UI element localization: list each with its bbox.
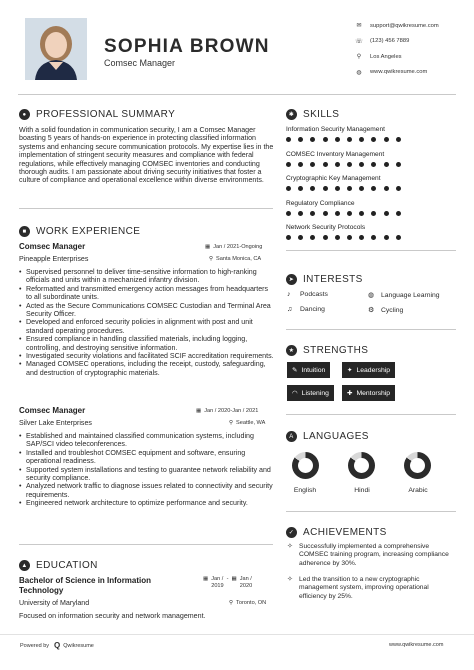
contact-list [355, 18, 439, 80]
rating-dot [347, 186, 352, 191]
rating-dot [347, 211, 352, 216]
language-label: Hindi [354, 487, 370, 494]
rating-dot [359, 186, 364, 191]
rating-dot [335, 162, 340, 167]
rating-dot [298, 211, 303, 216]
rating-dot [323, 186, 328, 191]
education-dates [203, 576, 252, 590]
interests-heading [286, 274, 363, 285]
rating-dot [335, 235, 340, 240]
footer-url[interactable]: www.qwikresume.com [389, 642, 444, 648]
trophy-icon: ★ [286, 345, 297, 356]
skill-name: Cryptographic Key Management [286, 175, 381, 183]
interests-divider [286, 329, 456, 330]
contact-phone[interactable] [355, 34, 439, 50]
job-dates [205, 244, 262, 250]
rating-dot [310, 235, 315, 240]
location-icon: ⚲ [229, 420, 234, 426]
languages-divider [286, 511, 456, 512]
rating-dot [396, 162, 401, 167]
list-item: • Installed and troubleshot COMSEC equipment and software, ensuring operational readiness. [19, 449, 274, 466]
interest-item [287, 306, 325, 313]
education-end-month: Jan / [239, 576, 252, 582]
list-item: • Investigated security violations and facilitated SCIF accreditation requirements. [19, 352, 274, 360]
rating-dot [310, 211, 315, 216]
language-ring-center [354, 458, 369, 473]
trophy-icon: ✧ [287, 543, 293, 550]
list-item: • Supported system installations and testing to guarantee network reliability and security compliance. [19, 466, 274, 483]
rating-dot [286, 137, 291, 142]
rating-dot [384, 235, 389, 240]
lightbulb-icon: ✱ [286, 109, 297, 120]
job-location-text: Seattle, WA [236, 420, 266, 426]
contact-email[interactable] [355, 18, 439, 34]
school-location-text: Toronto, ON [236, 600, 267, 606]
rating-dot [323, 137, 328, 142]
job-location-text: Santa Monica, CA [216, 256, 262, 262]
job-dates-text: Jan / 2020-Jan / 2021 [204, 408, 259, 414]
summary-text: With a solid foundation in communication security, I am a Comsec Manager boasting 5 years of hands-on experience in protecting classified information systems and enhancing secure communication protocols. My expertise lies in the implementation of stringent security measures and compliance with federal regulations, while effectively managing COMSEC inventories and conducting thorough audits. I am passionate about driving security initiatives that foster a culture of compliance and operational excellence within diverse environments. [19, 126, 274, 185]
education-start [211, 576, 223, 590]
dance-icon: ♫ [287, 306, 293, 313]
education-start-month: Jan / [211, 576, 224, 582]
languages-heading-text: LANGUAGES [303, 431, 369, 442]
education-heading [19, 560, 98, 571]
graduation-cap-icon: ▲ [19, 560, 30, 571]
bicycle-icon: ⚙ [368, 307, 375, 314]
wand-icon: ✎ [292, 367, 298, 374]
skill-name: Information Security Management [286, 126, 385, 133]
contact-website[interactable] [355, 65, 439, 81]
profile-photo [25, 18, 87, 80]
rating-dot [298, 162, 303, 167]
skill-rating [286, 211, 456, 216]
rating-dot [384, 137, 389, 142]
user-plus-icon: ✚ [347, 390, 353, 397]
list-item: • Engineered network architecture to optimize performance and security. [19, 499, 274, 507]
interest-item [287, 291, 328, 298]
header-divider [18, 94, 456, 95]
list-item: • Acted as the Secure Communications COMSEC Custodian and Terminal Area Security Officer. [19, 302, 274, 319]
job-title: Comsec Manager [19, 406, 86, 415]
skills-heading [286, 109, 339, 120]
achievement-text: Successfully implemented a comprehensive COMSEC training program, increasing compliance adherence by 30%. [299, 543, 449, 567]
experience-heading-text: WORK EXPERIENCE [36, 226, 141, 237]
rating-dot [323, 162, 328, 167]
contact-location [355, 49, 439, 65]
rating-dot [359, 235, 364, 240]
calendar-icon: ▦ [231, 576, 237, 582]
language-ring [292, 452, 319, 479]
rating-dot [347, 137, 352, 142]
rating-dot [347, 162, 352, 167]
rating-dot [384, 186, 389, 191]
users-icon: ✦ [347, 367, 353, 374]
rating-dot [371, 137, 376, 142]
location-icon: ⚲ [229, 600, 234, 606]
briefcase-icon: ■ [19, 226, 30, 237]
contact-email-text: support@qwikresume.com [370, 22, 439, 29]
languages-heading [286, 431, 369, 442]
summary-divider [19, 208, 273, 209]
education-end-year: 2020 [239, 583, 253, 589]
calendar-icon: ▦ [203, 576, 209, 582]
strength-label: Mentorship [356, 389, 391, 397]
interest-label: Podcasts [300, 291, 328, 298]
achievement-item [287, 543, 456, 568]
skills-list [286, 126, 456, 249]
strength-label: Leadership [356, 366, 391, 374]
strengths-heading [286, 345, 368, 356]
skills-divider [286, 250, 456, 251]
rating-dot [323, 235, 328, 240]
rating-dot [371, 186, 376, 191]
job-dates-text: Jan / 2021-Ongoing [213, 244, 263, 250]
rating-dot [335, 186, 340, 191]
calendar-icon: ▦ [196, 408, 202, 414]
experience-heading [19, 226, 140, 237]
headphones-icon: ◠ [292, 390, 298, 397]
rating-dot [298, 186, 303, 191]
job-location [209, 256, 261, 262]
summary-heading-text: PROFESSIONAL SUMMARY [36, 109, 176, 120]
medal-icon: ✓ [286, 527, 297, 538]
experience-divider [19, 544, 273, 545]
powered-by-label: Powered by [20, 642, 50, 649]
location-icon: ⚲ [209, 256, 214, 262]
interest-item [368, 291, 440, 299]
rating-dot [359, 162, 364, 167]
strength-label: Listening [301, 389, 329, 397]
rating-dot [310, 137, 315, 142]
language-ring-center [298, 458, 313, 473]
language-label: Arabic [408, 487, 428, 494]
education-end [240, 576, 252, 590]
rating-dot [396, 186, 401, 191]
skill-rating [286, 235, 456, 240]
strength-tag [342, 385, 395, 401]
location-icon: ⚲ [356, 54, 362, 61]
degree-title: Bachelor of Science in Information Technology [19, 576, 152, 595]
contact-phone-text: (123) 456 7889 [370, 38, 410, 45]
skills-heading-text: SKILLS [303, 109, 340, 120]
interests-heading-text: INTERESTS [303, 274, 363, 285]
skill-row [286, 224, 456, 249]
microphone-icon: ♪ [287, 291, 291, 298]
rating-dot [396, 235, 401, 240]
contact-location-text: Los Angeles [370, 53, 402, 60]
language-ring-center [410, 458, 425, 473]
rating-dot [396, 137, 401, 142]
phone-icon: ☏ [355, 38, 363, 45]
achievements-heading-text: ACHIEVEMENTS [303, 527, 387, 538]
email-icon: ✉ [356, 23, 362, 30]
strengths-divider [286, 414, 456, 415]
rating-dot [335, 137, 340, 142]
calendar-icon: ▦ [205, 244, 211, 250]
translate-icon: A [286, 431, 297, 442]
education-start-year: 2019 [211, 583, 224, 589]
rating-dot [286, 211, 291, 216]
skill-name: Network Security Protocols [286, 224, 366, 232]
trophy-icon: ✧ [287, 576, 293, 583]
contact-website-text: www.qwikresume.com [370, 69, 428, 76]
strength-tag [342, 362, 395, 378]
skill-name: Regulatory Compliance [286, 199, 355, 207]
education-heading-text: EDUCATION [36, 560, 98, 571]
skill-rating [286, 137, 456, 142]
footer-divider [0, 634, 474, 635]
rating-dot [286, 186, 291, 191]
rating-dot [371, 162, 376, 167]
candidate-title: Comsec Manager [104, 58, 176, 68]
job-title: Comsec Manager [19, 242, 86, 251]
skill-row [286, 175, 456, 200]
job-company: Silver Lake Enterprises [19, 419, 92, 427]
job-company: Pineapple Enterprises [19, 255, 89, 263]
skill-row [286, 200, 456, 225]
language-ring [404, 452, 431, 479]
globe-icon: ◍ [368, 292, 375, 299]
rating-dot [286, 235, 291, 240]
rating-dot [384, 162, 389, 167]
rating-dot [396, 211, 401, 216]
summary-heading [19, 109, 175, 120]
language-ring [348, 452, 375, 479]
globe-icon: ◍ [356, 69, 362, 76]
brand-name[interactable]: Qwikresume [63, 642, 94, 649]
skill-rating [286, 162, 456, 167]
list-item: • Established and maintained classified communication systems, including SAP/SCI video teleconferences. [19, 432, 274, 449]
rating-dot [371, 235, 376, 240]
achievements-heading [286, 527, 387, 538]
rating-dot [384, 211, 389, 216]
interest-label: Language Learning [381, 291, 440, 299]
achievement-item [287, 576, 456, 601]
list-item: • Analyzed network traffic to diagnose issues related to connectivity and security requirements. [19, 482, 274, 499]
list-item: • Developed and enforced security policies in alignment with post and unit standard operating procedures. [19, 318, 274, 335]
rating-dot [298, 137, 303, 142]
job-bullets [19, 268, 274, 377]
strength-label: Intuition [301, 366, 326, 374]
list-item: • Supervised personnel to deliver time-sensitive information to high-ranking officials and units within a mechanized infantry division. [19, 268, 274, 285]
candidate-name: SOPHIA BROWN [104, 36, 270, 57]
skill-row [286, 151, 456, 176]
rating-dot [335, 211, 340, 216]
interest-label: Cycling [381, 306, 404, 314]
rating-dot [359, 137, 364, 142]
job-location [229, 420, 265, 426]
skill-name: COMSEC Inventory Management [286, 150, 385, 158]
rating-dot [371, 211, 376, 216]
interest-item [368, 306, 403, 314]
qwikresume-logo-icon: Q [54, 641, 61, 650]
education-details: Focused on information security and network management. [19, 612, 206, 620]
list-item: • Managed COMSEC operations, including the receipt, custody, safeguarding, and destruction of cryptographic materials. [19, 360, 274, 377]
list-item: • Ensured compliance in handling classified materials, including logging, controlling, and destroying sensitive information. [19, 335, 274, 352]
footer-powered [20, 641, 94, 650]
job-bullets [19, 432, 274, 508]
rating-dot [359, 211, 364, 216]
strengths-heading-text: STRENGTHS [303, 345, 369, 356]
rating-dot [347, 235, 352, 240]
rocket-icon: ➤ [286, 274, 297, 285]
school-name: University of Maryland [19, 599, 90, 607]
rating-dot [298, 235, 303, 240]
interest-label: Dancing [300, 306, 325, 313]
rating-dot [286, 162, 291, 167]
achievement-text: Led the transition to a new cryptographic management system, improving operational efficiency by 25%. [299, 576, 429, 600]
skill-rating [286, 186, 456, 191]
user-icon: ● [19, 109, 30, 120]
job-dates [196, 408, 258, 414]
rating-dot [323, 211, 328, 216]
language-label: English [293, 487, 317, 494]
date-separator: - [226, 576, 229, 582]
rating-dot [310, 162, 315, 167]
strength-tag [287, 385, 334, 401]
strength-tag [287, 362, 330, 378]
skill-row [286, 126, 456, 151]
rating-dot [310, 186, 315, 191]
list-item: • Reformatted and transmitted emergency action messages from headquarters to all subordinate units. [19, 285, 274, 302]
school-location [229, 600, 266, 606]
